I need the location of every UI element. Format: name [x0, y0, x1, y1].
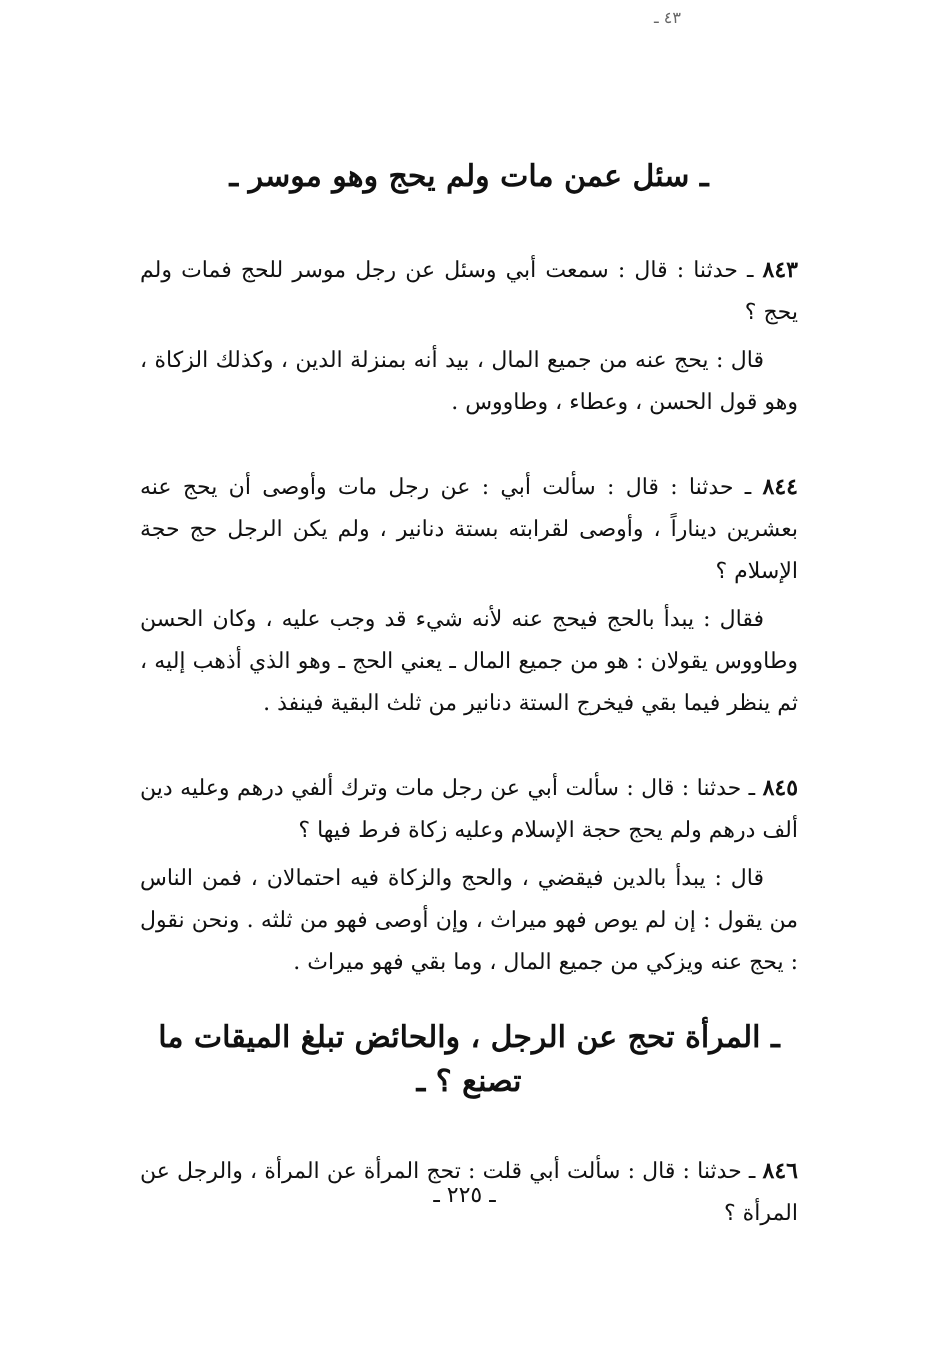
entry-844-answer: فقال : يبدأ بالحج فيحج عنه لأنه شيء قد وجب عليه ، وكان الحسن وطاووس يقولان : هو من جميع المال ـ يعني الحج ـ وهو الذي أذهب إليه ، ثم ينظر فيما بقي فيخرج الستة دنانير من ثلث البقية فينفذ . [140, 607, 798, 716]
section-heading-2: ـ المرأة تحج عن الرجل ، والحائض تبلغ الميقات ما تصنع ؟ ـ [158, 1020, 780, 1099]
entry-843-question [140, 249, 798, 334]
entry-question-text: ـ حدثنا : قال : سألت أبي عن رجل مات وترك ألفي درهم وعليه دين ألف درهم ولم يحج حجة الإسلام وعليه زكاة فرط فيها ؟ [140, 776, 798, 843]
entry-844-question [140, 466, 798, 593]
entry-number: ٨٤٤ [762, 474, 798, 500]
corner-mark: ٤٣ ـ [654, 8, 681, 27]
entry-question-text: ـ حدثنا : قال : سألت أبي : عن رجل مات وأوصى أن يحج عنه بعشرين ديناراً ، وأوصى لقرابته بستة دنانير ، ولم يكن الرجل حج حجة الإسلام ؟ [140, 475, 798, 584]
page-number: ـ ٢٢٥ ـ [433, 1183, 496, 1208]
entry-843-answer: قال : يحج عنه من جميع المال ، بيد أنه بمنزلة الدين ، وكذلك الزكاة ، وهو قول الحسن ، وعطاء ، وطاووس . [140, 348, 798, 415]
entry-question-text: ـ حدثنا : قال : سألت أبي قلت : تحج المرأة عن المرأة ، والرجل عن المرأة ؟ [140, 1159, 798, 1226]
entry-845-question [140, 767, 798, 852]
entry-number: ٨٤٣ [762, 257, 798, 283]
entry-number: ٨٤٥ [762, 775, 799, 801]
page-content [140, 155, 798, 1241]
entry-845-answer: قال : يبدأ بالدين فيقضي ، والحج والزكاة فيه احتمالان ، فمن الناس من يقول : إن لم يوص فهو ميراث ، وإن أوصى فهو من ثلثه . ونحن نقول : يحج عنه ويزكي من جميع المال ، وما بقي فهو ميراث . [140, 866, 798, 975]
entry-number: ٨٤٦ [762, 1158, 798, 1184]
entry-question-text: ـ حدثنا : قال : سمعت أبي وسئل عن رجل موسر للحج فمات ولم يحج ؟ [140, 258, 798, 325]
section-heading-1: ـ سئل عمن مات ولم يحج وهو موسر ـ [229, 159, 709, 194]
